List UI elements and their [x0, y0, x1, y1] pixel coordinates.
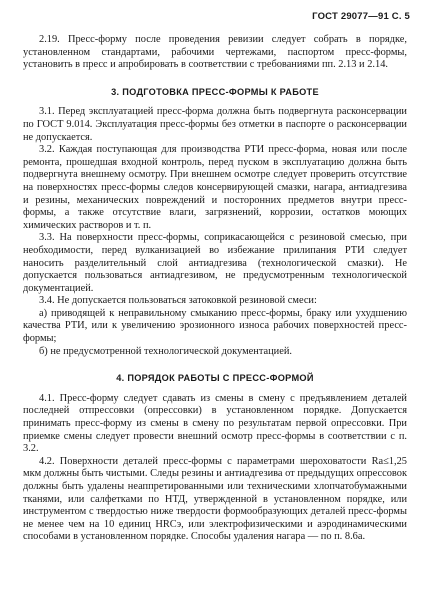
paragraph-3-4: 3.4. Не допускается пользоваться затоковкой резиновой смеси: [39, 295, 317, 307]
document-body [23, 34, 407, 544]
paragraph-2-19: 2.19. Пресс-форму после проведения ревизии следует собрать в порядке, установленном стандартами, рабочими чертежами, паспортом пресс-формы, установить в пресс и апробировать в соответствии с требованиями пп. 2.13 и 2.14. [23, 34, 407, 71]
paragraph-4-1: 4.1. Пресс-форму следует сдавать из смены в смену с предъявлением деталей последней отпрессовки (опрессовки) в установленном порядке. Допускается принимать пресс-форму из смены в смену по результатам первой опрессовки. При приемке смены следует провести внешний осмотр пресс-формы в соответствии с п. 3.2. [23, 392, 407, 455]
running-head: ГОСТ 29077—91 С. 5 [312, 11, 410, 22]
list-item-b: б) не предусмотренной технологической документацией. [39, 345, 292, 357]
paragraph-3-3: 3.3. На поверхности пресс-формы, соприкасающейся с резиновой смесью, при необходимости, перед вулканизацией во избежание прилипания РТИ следует наносить разделительный слой антиадгезива (технологической смазки). Не допускается пользоваться антиадгезивом, не предусмотренным технологической документацией. [23, 232, 407, 294]
section-heading-4: 4. ПОРЯДОК РАБОТЫ С ПРЕСС-ФОРМОЙ [116, 373, 314, 384]
paragraph-3-2: 3.2. Каждая поступающая для производства РТИ пресс-форма, новая или после ремонта, прошедшая входной контроль, перед пуском в эксплуатацию должна быть подвергнута внешнему осмотру. При внешнем осмотре следует проверить отсутствие на поверхностях пресс-формы следов консервирующей смазки, нагара, антиадгезива и резины, механических повреждений и посторонних предметов внутри пресс-формы, а также отсутствие влаги, загрязнений, коррозии, остатков моющих химических растворов и т. п. [23, 144, 407, 231]
paragraph-4-2: 4.2. Поверхности деталей пресс-формы с параметрами шероховатости Ra≤1,25 мкм должны быть чистыми. Следы резины и антиадгезива от предыдущих опрессовок должны быть удалены неаппретированными или техническими хлопчатобумажными тканями, или салфетками по НТД, утвержденной в установленном порядке, или инструментом с твердостью ниже твердости формообразующих деталей пресс-формы не менее чем на 10 единиц HRCэ, или электрофизическими и аэродинамическими способами в установленном порядке. Способы удаления нагара — по п. 8.6а. [23, 455, 407, 543]
section-heading-3: 3. ПОДГОТОВКА ПРЕСС-ФОРМЫ К РАБОТЕ [111, 86, 319, 97]
paragraph-3-1: 3.1. Перед эксплуатацией пресс-форма должна быть подвергнута расконсервации по ГОСТ 9.014. Эксплуатация пресс-формы без отметки в паспорте о расконсервации не допускается. [23, 106, 407, 143]
list-item-a: а) приводящей к неправильному смыканию пресс-формы, браку или ухудшению качества РТИ, или к увеличению эрозионного износа рабочих поверхностей пресс-формы; [23, 307, 407, 345]
